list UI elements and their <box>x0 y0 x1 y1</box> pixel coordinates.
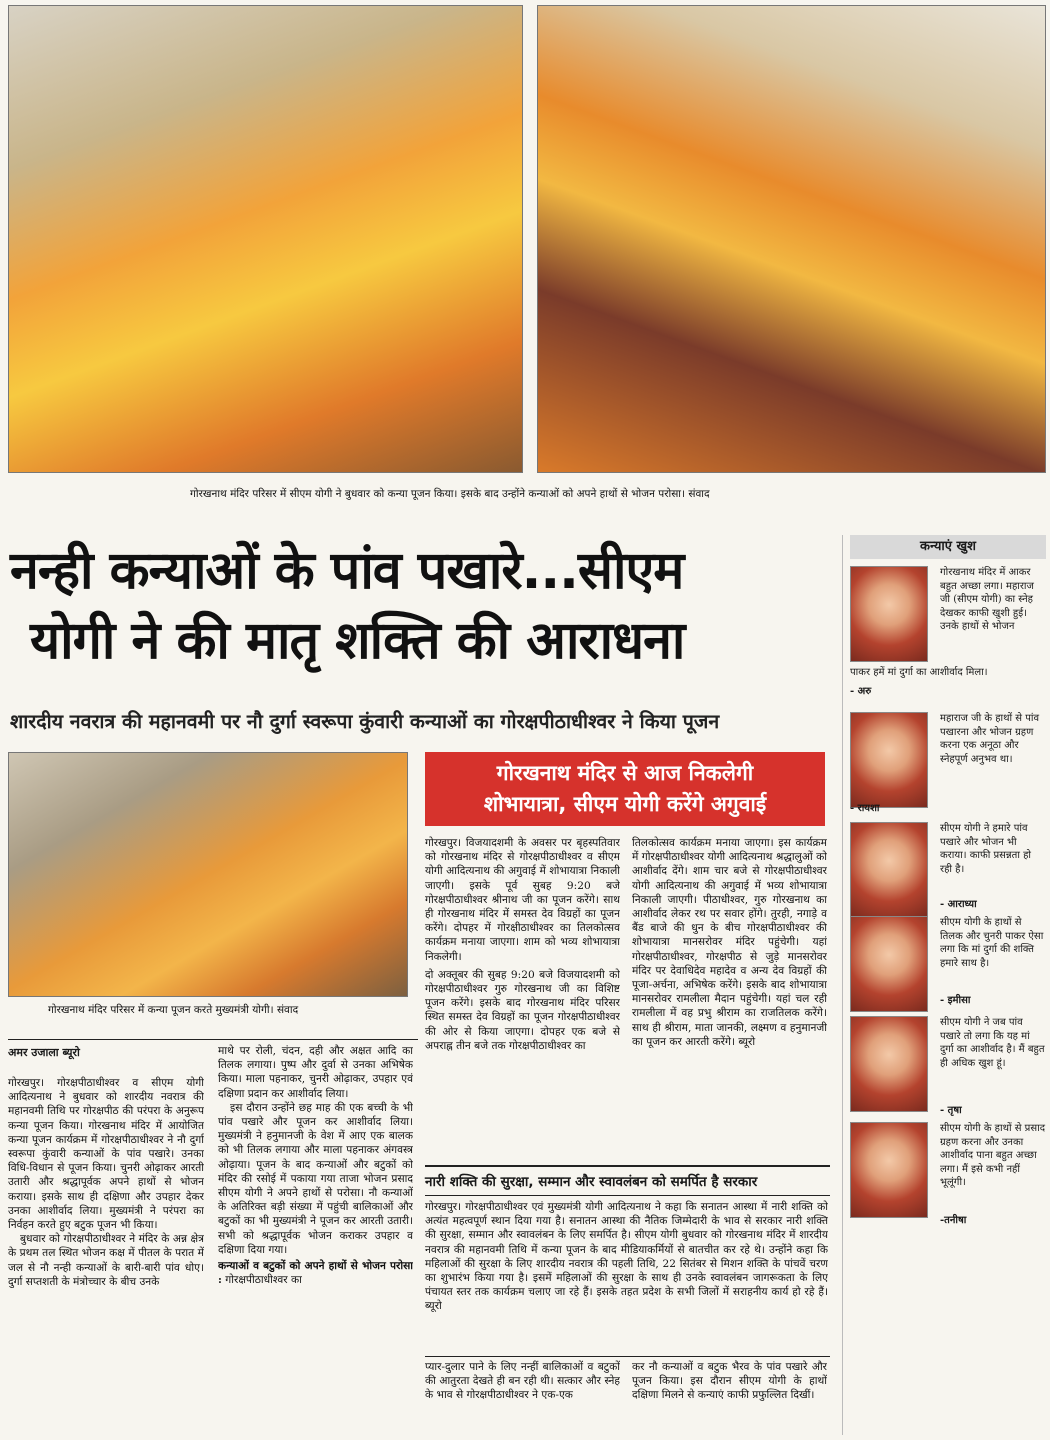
main-story-col2-subhead-tail: गोरक्षपीठाधीश्वर का <box>225 1274 302 1287</box>
headline-line1: नन्ही कन्याओं के पांव पखारे...सीएम <box>10 541 684 601</box>
shobhayatra-col1 <box>425 836 620 1166</box>
nari-shakti-para: गोरखपुर। गोरक्षपीठाधीश्वर एवं मुख्यमंत्री योगी आदित्यनाथ ने कहा कि सनातन आस्था में नारी शक्ति को अत्यंत महत्वपूर्ण स्थान दिया गया है। सनातन आस्था की नैतिक जिम्मेदारी के भाव से सरकार नारी शक्ति की सुरक्षा, सम्मान और स्वावलंबन के लिए समर्पित है। सीएम योगी बुधवार को गोरखनाथ मंदिर में शारदीय नवरात्र की महानवमी तिथि में कन्या पूजन के बाद मीडियाकर्मियों से बातचीत कर रहे थे। उन्होंने कहा कि महिलाओं की सुरक्षा के लिए शारदीय नवरात्र की पहली तिथि, 22 सितंबर से मिशन शक्ति के पांचवें चरण का शुभारंभ किया गया है। इसमें महिलाओं की सुरक्षा के साथ ही उनके स्वावलंबन जागरूकता के लिए पंचायत स्तर तक कार्यक्रम चलाए जा रहे हैं। इसके तहत प्रदेश के सभी जिलों में सराहनीय कार्य हो रहे हैं। ब्यूरो <box>425 1201 828 1313</box>
nari-shakti-col1: प्यार-दुलार पाने के लिए नन्हीं बालिकाओं व बटुकों की आतुरता देखते ही बन रही थी। सत्कार और स्नेह के भाव से गोरक्षपीठाधीश्वर ने एक-एक <box>425 1361 620 1402</box>
middle-photo-caption: गोरखनाथ मंदिर परिसर में कन्या पूजन करते मुख्यमंत्री योगी। संवाद <box>48 1004 299 1016</box>
middle-photo <box>8 752 408 997</box>
top-left-photo <box>8 5 523 473</box>
main-story-col2-para2: इस दौरान उन्होंने छह माह की एक बच्ची के भी पांव पखारे और पूजन कर आशीर्वाद लिया। मुख्यमंत्री ने हनुमानजी के वेश में आए एक बालक को भी तिलक लगाया और माला पहनाकर अंगवस्त्र ओढ़ाया। पूजन के बाद कन्याओं और बटुकों को मंदिर की रसोई में पकाया गया ताजा भोजन प्रसाद सीएम योगी ने अपने हाथों से परोसा। नौ कन्याओं के अतिरिक्त बड़ी संख्या में पहुंची बालिकाओं और बटुकों का भी मुख्यमंत्री ने पूजन कर आरती उतारी। सभी को श्रद्धापूर्वक भोजन कराकर उपहार व दक्षिणा दिया गया। <box>218 1101 413 1256</box>
sidebar-item-3 <box>850 822 1046 922</box>
shobhayatra-col2-para1: तिलकोत्सव कार्यक्रम मनाया जाएगा। इस कार्यक्रम में गोरक्षपीठाधीश्वर योगी आदित्यनाथ श्रद्धालुओं को आशीर्वाद देंगे। शाम चार बजे से गोरक्षपीठाधीश्वर योगी आदित्यनाथ की अगुवाई में भव्य शोभायात्रा निकाली जाएगी। पीठाधीश्वर, गुरु गोरखनाथ का आशीर्वाद लेकर रथ पर सवार होंगे। तुरही, नगाड़े व बैंड बाजे की धुन के बीच गोरक्षपीठाधीश्वर की शोभायात्रा मानसरोवर मंदिर पहुंचेगी। यहां गोरक्षपीठाधीश्वर, गोरक्षपीठ से जुड़े मानसरोवर मंदिर पर देवाधिदेव महादेव व अन्य देव विग्रहों की पूजा-अर्चना, अभिषेक करेंगे। इसके बाद शोभायात्रा मानसरोवर रामलीला मैदान पहुंचेगी। यहां चल रही रामलीला में वह प्रभु श्रीराम का राजतिलक करेंगे। साथ ही श्रीराम, माता जानकी, लक्ष्मण व हनुमानजी का पूजन कर आरती करेंगे। ब्यूरो <box>632 837 827 1048</box>
top-photo-caption: गोरखनाथ मंदिर परिसर में सीएम योगी ने बुधवार को कन्या पूजन किया। इसके बाद उन्होंने कन्याओं को अपने हाथों से भोजन परोसा। संवाद <box>190 488 710 500</box>
nari-shakti-under-rule <box>425 1195 830 1196</box>
sidebar-item-6 <box>850 1122 1046 1232</box>
main-story-byline: अमर उजाला ब्यूरो <box>8 1046 80 1059</box>
shobhayatra-col2 <box>632 836 827 1166</box>
sidebar-quote-tail: पाकर हमें मां दुर्गा का आशीर्वाद मिला। <box>850 667 988 678</box>
sidebar-item-2 <box>850 712 1046 812</box>
sidebar-quote: गोरखनाथ मंदिर में आकर बहुत अच्छा लगा। महाराज जी (सीएम योगी) का स्नेह देखकर काफी खुशी हुई। उनके हाथों से भोजन <box>940 567 1034 632</box>
sidebar-name: - रायशा <box>850 803 880 814</box>
girl-photo <box>850 1122 928 1218</box>
sidebar-item-5 <box>850 1016 1046 1116</box>
sidebar-name: - अरु <box>850 686 872 697</box>
sidebar-name: -तनीषा <box>940 1215 967 1226</box>
main-story-col1 <box>8 1076 204 1436</box>
headline-subhead: शारदीय नवरात्र की महानवमी पर नौ दुर्गा स्वरूपा कुंवारी कन्याओं का गोरक्षपीठाधीश्वर ने किया पूजन <box>10 710 720 733</box>
shobhayatra-col1-para1: गोरखपुर। विजयादशमी के अवसर पर बृहस्पतिवार को गोरखनाथ मंदिर से गोरक्षपीठाधीश्वर व सीएम योगी आदित्यनाथ की अगुवाई में शोभायात्रा निकाली जाएगी। इसके पूर्व सुबह 9:20 बजे गोरक्षपीठाधीश्वर श्रीनाथ जी का पूजन करेंगे। साथ ही गोरखनाथ मंदिर में समस्त देव विग्रहों का पूजन करेंगे। दोपहर में गोरक्षीठाधीश्वर का तिलकोत्सव कार्यक्रम मनाया जाएगा। शाम को भव्य शोभायात्रा निकलेगी। <box>425 837 620 963</box>
sidebar-item-4 <box>850 916 1046 1016</box>
girl-photo <box>850 566 928 662</box>
sidebar-quote: सीएम योगी ने हमारे पांव पखारे और भोजन भी कराया। काफी प्रसन्नता हो रही है। <box>940 823 1031 875</box>
girl-photo <box>850 822 928 918</box>
sidebar-title: कन्याएं खुश <box>920 539 976 554</box>
top-right-photo <box>537 5 1046 473</box>
sidebar-quote: सीएम योगी के हाथों से तिलक और चुनरी पाकर ऐसा लगा कि मां दुर्गा की शक्ति हमारे साथ है। <box>940 917 1044 969</box>
main-story-col2-para1: माथे पर रोली, चंदन, दही और अक्षत आदि का तिलक लगाया। पुष्प और दुर्वा से उनका अभिषेक किया। माला पहनाकर, चुनरी ओढ़ाकर, उपहार एवं दक्षिणा प्रदान कर आशीर्वाद लिया। <box>218 1045 413 1100</box>
main-story-col1-para2: बुधवार को गोरक्षपीठाधीश्वर ने मंदिर के अन्न क्षेत्र के प्रथम तल स्थित भोजन कक्ष में पीतल के परात में जल से नौ नन्ही कन्याओं के बारी-बारी पांव धोए। दुर्गा सप्तशती के मंत्रोच्चार के बीच उनके <box>8 1233 204 1288</box>
headline-line2: योगी ने की मातृ शक्ति की आराधना <box>30 611 685 671</box>
shobhayatra-title-box <box>425 752 825 826</box>
nari-shakti-top-rule <box>425 1165 830 1167</box>
sidebar-quote: सीएम योगी ने जब पांव पखारे तो लगा कि यह मां दुर्गा का आशीर्वाद है। मैं बहुत ही अधिक खुश हूं। <box>940 1017 1045 1069</box>
girl-photo <box>850 916 928 1012</box>
shobhayatra-title-line2: शोभायात्रा, सीएम योगी करेंगे अगुवाई <box>483 792 767 816</box>
sidebar-name: - आराध्या <box>940 899 977 910</box>
girl-photo <box>850 712 928 808</box>
sidebar-quote: सीएम योगी के हाथों से प्रसाद ग्रहण करना और उनका आशीर्वाद पाना बहुत अच्छा लगा। मैं इसे कभी नहीं भूलूंगी। <box>940 1123 1046 1188</box>
main-story-col2 <box>218 1044 413 1434</box>
sidebar-name: - तृषा <box>940 1105 962 1116</box>
main-story-col1-para1: गोरखपुर। गोरक्षपीठाधीश्वर व सीएम योगी आदित्यनाथ ने बुधवार को शारदीय नवरात्र की महानवमी तिथि पर गोरक्षपीठ की परंपरा के अनुरूप कन्या पूजन किया। गोरखनाथ मंदिर में आयोजित कन्या पूजन कार्यक्रम में गोरक्षपीठाधीश्वर ने नौ दुर्गा स्वरूपा कुंवारी कन्याओं के पांव पखारे। उनका विधि-विधान से पूजन किया। चुनरी ओढ़ाकर आरती उतारी और श्रद्धापूर्वक अपने हाथों से भोजन कराया। इसके साथ ही दक्षिणा और उपहार देकर उनका आशीर्वाद लिया। मुख्यमंत्री ने परंपरा का निर्वहन करते हुए बटुक पूजन भी किया। <box>8 1077 204 1232</box>
nari-shakti-title: नारी शक्ति की सुरक्षा, सम्मान और स्वावलंबन को समर्पित है सरकार <box>425 1174 758 1190</box>
main-story-col2-subhead: कन्याओं व बटुकों को अपने हाथों से भोजन परोसा : <box>218 1260 413 1287</box>
sidebar-item-1 <box>850 566 1046 706</box>
sidebar-left-rule <box>842 535 843 1435</box>
shobhayatra-title-line1: गोरखनाथ मंदिर से आज निकलेगी <box>496 761 754 785</box>
shobhayatra-col1-para2: दो अक्तूबर की सुबह 9:20 बजे विजयादशमी को गोरक्षपीठाधीश्वर गुरु गोरखनाथ जी का विशिष्ट पूजन करेंगे। इसके बाद गोरखनाथ मंदिर परिसर स्थित समस्त देव विग्रहों का पूजन गोरक्षपीठाधीश्वर की ओर से किया जाएगा। दोपहर एक बजे से अपराह्न तीन बजे तक गोरक्षपीठाधीश्वर का <box>425 968 620 1052</box>
nari-shakti-bottom-rule <box>425 1356 830 1357</box>
main-story-top-rule <box>8 1039 418 1040</box>
girl-photo <box>850 1016 928 1112</box>
nari-shakti-col2: कर नौ कन्याओं व बटुक भैरव के पांव पखारे और पूजन किया। इस दौरान सीएम योगी के हाथों दक्षिणा मिलने से कन्याएं काफी प्रफुल्लित दिखीं। <box>632 1361 827 1402</box>
sidebar-name: - इमीसा <box>940 995 971 1006</box>
sidebar-title-bar <box>850 535 1046 559</box>
sidebar-quote: महाराज जी के हाथों से पांव पखारना और भोजन ग्रहण करना एक अनूठा और स्नेहपूर्ण अनुभव था। <box>940 713 1040 765</box>
